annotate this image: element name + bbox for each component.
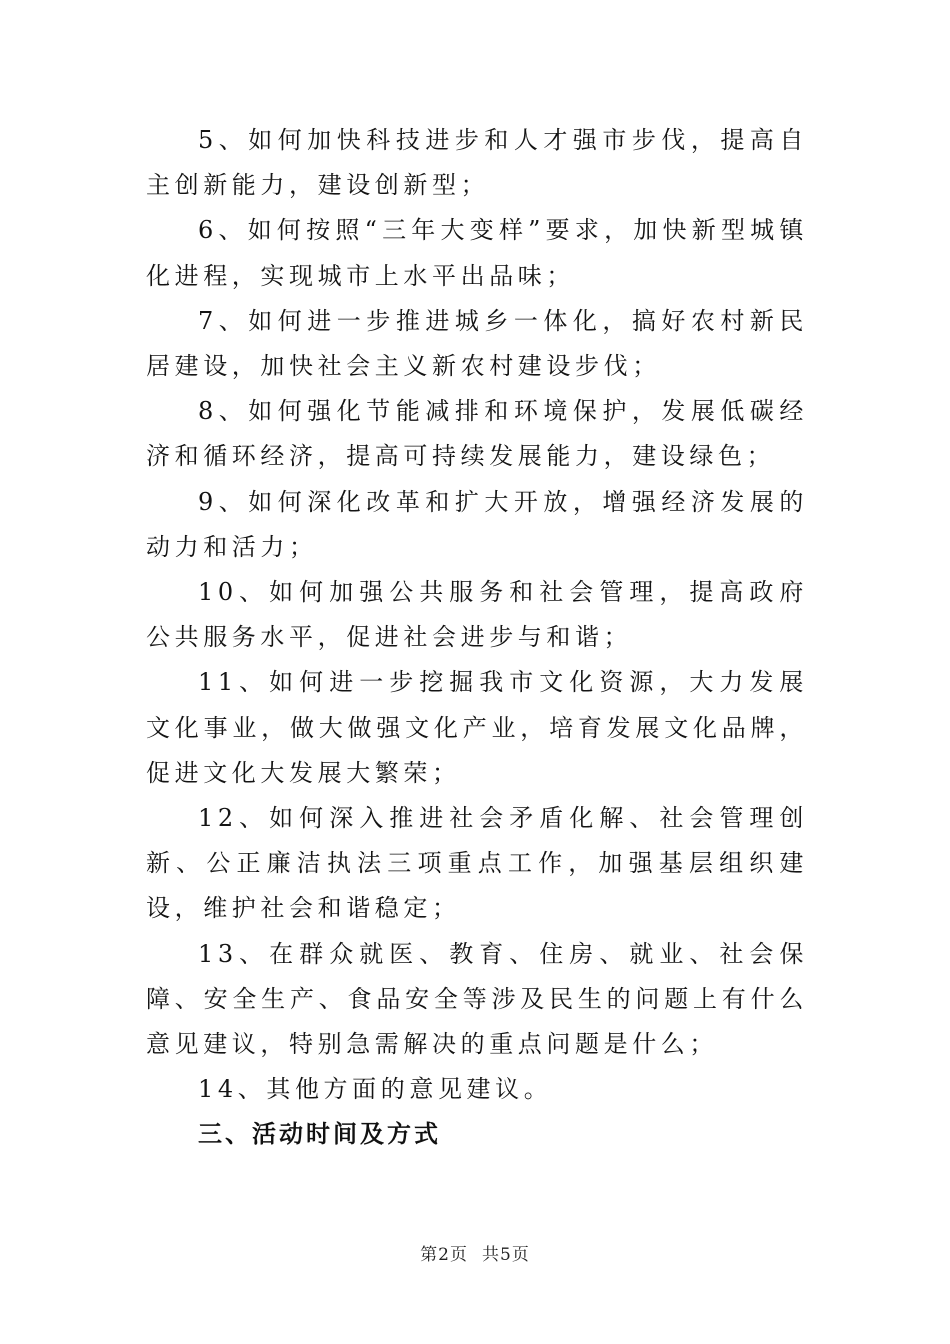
- paragraph-item-5: 5、如何加快科技进步和人才强市步伐，提高自主创新能力，建设创新型；: [146, 126, 808, 200]
- page-total: 共5页: [482, 1245, 530, 1265]
- section-heading: 三、活动时间及方式: [198, 1120, 441, 1149]
- paragraph-item-6: 6、如何按照“三年大变样”要求，加快新型城镇化进程，实现城市上水平出品味；: [146, 216, 808, 290]
- page-number: 第2页: [420, 1245, 468, 1265]
- paragraph-item-12: 12、如何深入推进社会矛盾化解、社会管理创新、公正廉洁执法三项重点工作，加强基层组织建设，维护社会和谐稳定；: [146, 804, 808, 923]
- paragraph-item-14: 14、其他方面的意见建议。: [198, 1075, 553, 1104]
- paragraph-item-9: 9、如何深化改革和扩大开放，增强经济发展的动力和活力；: [146, 487, 808, 561]
- paragraph-item-10: 10、如何加强公共服务和社会管理，提高政府公共服务水平，促进社会进步与和谐；: [146, 578, 808, 652]
- paragraph-item-7: 7、如何进一步推进城乡一体化，搞好农村新民居建设，加快社会主义新农村建设步伐；: [146, 306, 808, 381]
- paragraph-item-8: 8、如何强化节能减排和环境保护，发展低碳经济和循环经济，提高可持续发展能力，建设绿色；: [146, 397, 808, 471]
- paragraph-item-11: 11、如何进一步挖掘我市文化资源，大力发展文化事业，做大做强文化产业，培育发展文化品牌，促进文化大发展大繁荣；: [146, 668, 808, 787]
- document-body: [146, 118, 808, 1158]
- paragraph-item-13: 13、在群众就医、教育、住房、就业、社会保障、安全生产、食品安全等涉及民生的问题上有什么意见建议，特别急需解决的重点问题是什么；: [146, 939, 808, 1059]
- page-footer: [0, 1240, 950, 1265]
